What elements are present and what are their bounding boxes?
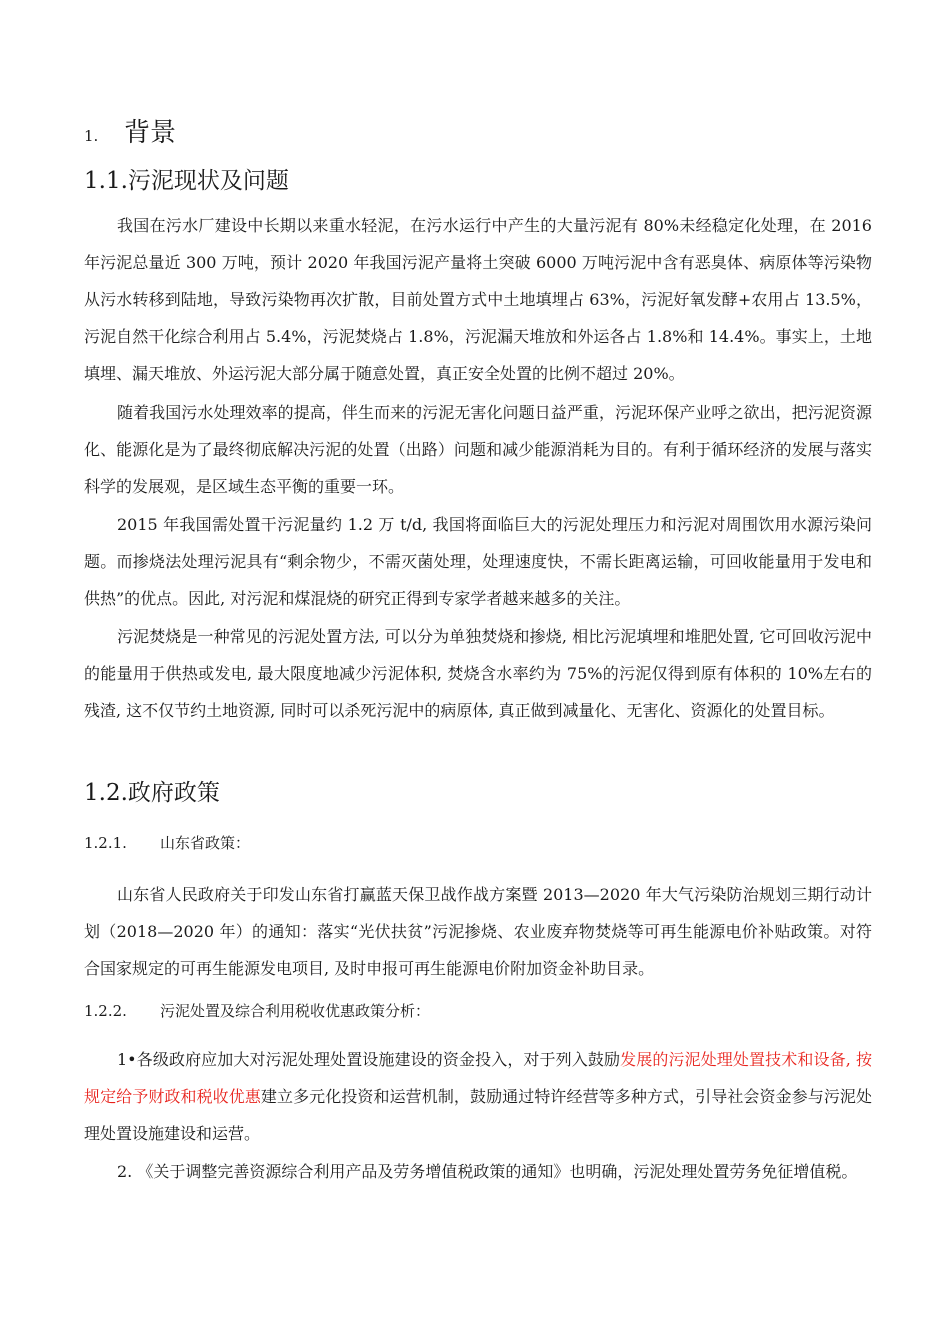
subsection-heading-government-policy: 1.2.政府政策 bbox=[84, 780, 220, 806]
section-number: 1. bbox=[84, 127, 99, 145]
paragraph-incineration: 污泥焚烧是一种常见的污泥处置方法, 可以分为单独焚烧和掺烧, 相比污泥填埋和堆肥处置, 它可回收污泥中的能量用于供热或发电, 最大限度地减少污泥体积, 焚烧含水率约为 75%的污泥仅得到原有体积的 10%左右的残渣, 这不仅节约土地资源, 同时可以杀死污泥中的病原体, 真正做到减量化、无害化、资源化的处置目标。 bbox=[84, 627, 872, 720]
tax-item-1-highlight: 发展的污泥处理处置技术和设备, 按规定给予财政和税收优惠 bbox=[84, 1050, 872, 1106]
paragraph-co-combustion: 2015 年我国需处置干污泥量约 1.2 万 t/d, 我国将面临巨大的污泥处理压力和污泥对周围饮用水源污染问题。而掺烧法处理污泥具有“剩余物少，不需灭菌处理，处理速度快，不需长距离运输，可回收能量用于发电和供热”的优点。因此, 对污泥和煤混烧的研究正得到专家学者越来越多的关注。 bbox=[84, 515, 872, 608]
paragraph-sludge-status: 我国在污水厂建设中长期以来重水轻泥，在污水运行中产生的大量污泥有 80%未经稳定化处理，在 2016 年污泥总量近 300 万吨，预计 2020 年我国污泥产量将土突破 6000 万吨污泥中含有恶臭体、病原体等污染物从污水转移到陆地，导致污染物再次扩散，目前处置方式中土地填埋占 63%，污泥好氧发酵+农用占 13.5%，污泥自然干化综合利用占 5.4%，污泥焚烧占 1.8%，污泥漏天堆放和外运各占 1.8%和 14.4%。事实上，土地填埋、漏天堆放、外运污泥大部分属于随意处置，真正安全处置的比例不超过 20%。 bbox=[84, 216, 872, 383]
subsubsection-number: 1.2.1. bbox=[84, 834, 127, 852]
paragraph-harmless-treatment: 随着我国污水处理效率的提高，伴生而来的污泥无害化问题日益严重，污泥环保产业呼之欲出，把污泥资源化、能源化是为了最终彻底解决污泥的处置（出路）问题和减少能源消耗为目的。有利于循环经济的发展与落实科学的发展观，是区域生态平衡的重要一环。 bbox=[84, 403, 872, 496]
subsubsection-title: 山东省政策： bbox=[160, 834, 251, 852]
subsubsection-title: 污泥处置及综合利用税收优惠政策分析： bbox=[160, 1002, 431, 1020]
subsection-heading-sludge-status: 1.1.污泥现状及问题 bbox=[84, 168, 289, 194]
subsubsection-number: 1.2.2. bbox=[84, 1002, 127, 1020]
subsubsection-heading-shandong bbox=[84, 830, 250, 856]
tax-item-1-text: 1•各级政府应加大对污泥处理处置设施建设的资金投入，对于列入鼓励 bbox=[117, 1050, 621, 1069]
tax-item-1-text-continued: 建立多元化投资和运营机制，鼓励通过特许经营等多种方式，引导社会资金参与污泥处理处置设施建设和运营。 bbox=[84, 1087, 872, 1143]
paragraph-tax-item-2: 2. 《关于调整完善资源综合利用产品及劳务增值税政策的通知》也明确，污泥处理处置劳务免征增值税。 bbox=[117, 1162, 858, 1181]
section-title: 背景 bbox=[124, 118, 177, 148]
paragraph-tax-item-1 bbox=[84, 1041, 872, 1152]
subsubsection-heading-tax-policy bbox=[84, 998, 430, 1024]
paragraph-shandong-policy: 山东省人民政府关于印发山东省打赢蓝天保卫战作战方案暨 2013—2020 年大气污染防治规划三期行动计划（2018—2020 年）的通知：落实“光伏扶贫”污泥掺烧、农业废弃物焚烧等可再生能源电价补贴政策。对符合国家规定的可再生能源发电项目, 及时申报可再生能源电价附加资金补助目录。 bbox=[84, 885, 872, 978]
section-heading-background bbox=[84, 112, 176, 152]
